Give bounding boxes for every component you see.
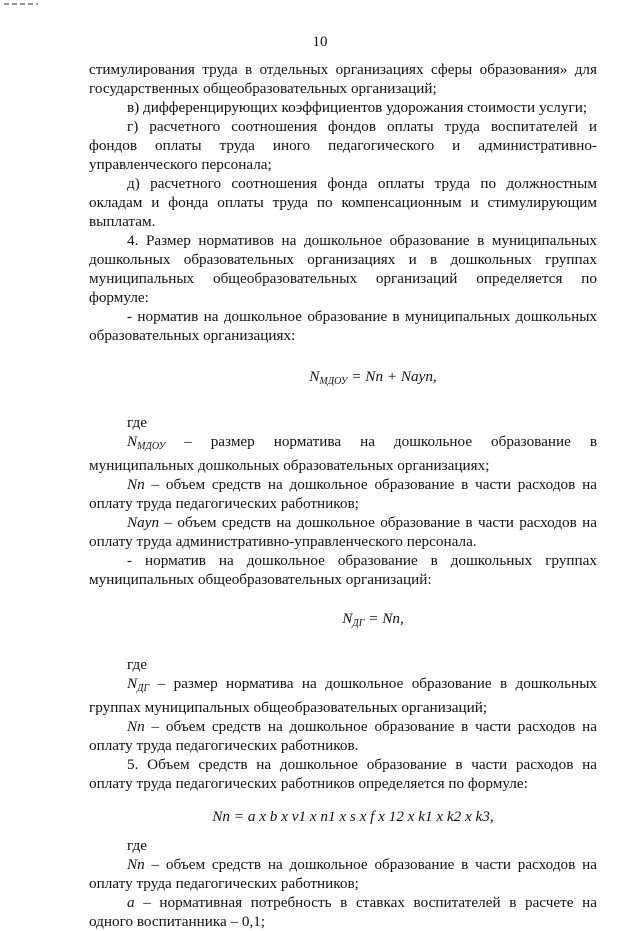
definition-symbol: N (127, 433, 138, 450)
where-label: где (127, 837, 147, 854)
definition-n-mdou (89, 432, 597, 475)
definition-subscript: МДОУ (137, 441, 166, 452)
where-label: где (127, 414, 147, 431)
formula-nn: Nn = a x b x v1 x n1 x s x f x 12 x k1 x k2 x k3, (212, 808, 494, 825)
definition-text: – объем средств на дошкольное образование в части расходов на оплату труда административно-управленческого персонала. (89, 514, 597, 550)
list-item-g: г) расчетного соотношения фондов оплаты труда воспитателей и фондов оплаты труда иного педагогического и административно-управленческого персонала; (89, 118, 597, 173)
definition-nn-2 (89, 717, 597, 755)
list-item-v: в) дифференцирующих коэффициентов удорожания стоимости услуги; (127, 99, 588, 116)
formula-mdou (89, 367, 597, 391)
formula-dg-lhs: N (342, 610, 353, 627)
formula-mdou-subscript: МДОУ (319, 376, 348, 387)
page-number: 10 (312, 34, 328, 50)
paragraph-continuation: стимулирования труда в отдельных организациях сферы образования» для государственных общеобразовательных организаций; (89, 61, 597, 97)
list-item-d: д) расчетного соотношения фонда оплаты труда по должностным окладам и фонда оплаты труда по компенсационным и стимулирующим выплатам. (89, 175, 597, 230)
definition-text: – размер норматива на дошкольное образование в муниципальных дошкольных образовательных организациях; (89, 433, 597, 474)
section-4-paragraph: 4. Размер нормативов на дошкольное образование в муниципальных дошкольных образовательных организациях и в дошкольных группах муниципальных общеобразовательных организаций определяется по формуле: (89, 232, 597, 306)
section-5-paragraph: 5. Объем средств на дошкольное образование в части расходов на оплату труда педагогических работников определяется по формуле: (89, 756, 597, 792)
formula-dg (89, 609, 597, 633)
definition-symbol: Nn (127, 856, 145, 873)
formula-mdou-lhs: N (309, 368, 320, 385)
scan-corner-mark (4, 3, 38, 5)
definition-symbol: Nayn (127, 514, 160, 531)
definition-n-dg (89, 674, 597, 717)
formula-dg-subscript: ДГ (352, 618, 365, 629)
definition-text: – объем средств на дошкольное образование в части расходов на оплату труда педагогических работников; (89, 476, 597, 512)
definition-symbol: N (127, 675, 138, 692)
definition-text: – объем средств на дошкольное образование в части расходов на оплату труда педагогических работников. (89, 718, 597, 754)
definition-text: – размер норматива на дошкольное образование в дошкольных группах муниципальных общеобразовательных организаций; (89, 675, 597, 716)
definition-text: – нормативная потребность в ставках воспитателей в расчете на одного воспитанника – 0,1; (89, 894, 597, 930)
definition-nn-3 (89, 855, 597, 893)
bullet-dg: - норматив на дошкольное образование в дошкольных группах муниципальных общеобразовательных организаций: (89, 552, 597, 588)
definition-symbol: а (127, 894, 135, 911)
definition-a (89, 893, 597, 931)
where-label: где (127, 656, 147, 673)
definition-text: – объем средств на дошкольное образование в части расходов на оплату труда педагогических работников; (89, 856, 597, 892)
definition-nayn (89, 513, 597, 551)
bullet-mdou: - норматив на дошкольное образование в муниципальных дошкольных образовательных организациях: (89, 308, 597, 344)
definition-symbol: Nn (127, 476, 145, 493)
formula-dg-rhs: = Nn, (364, 610, 404, 627)
definition-nn (89, 475, 597, 513)
definition-subscript: ДГ (137, 683, 150, 694)
formula-mdou-rhs: = Nn + Nayn, (347, 368, 437, 385)
document-body (89, 60, 597, 931)
definition-symbol: Nn (127, 718, 145, 735)
